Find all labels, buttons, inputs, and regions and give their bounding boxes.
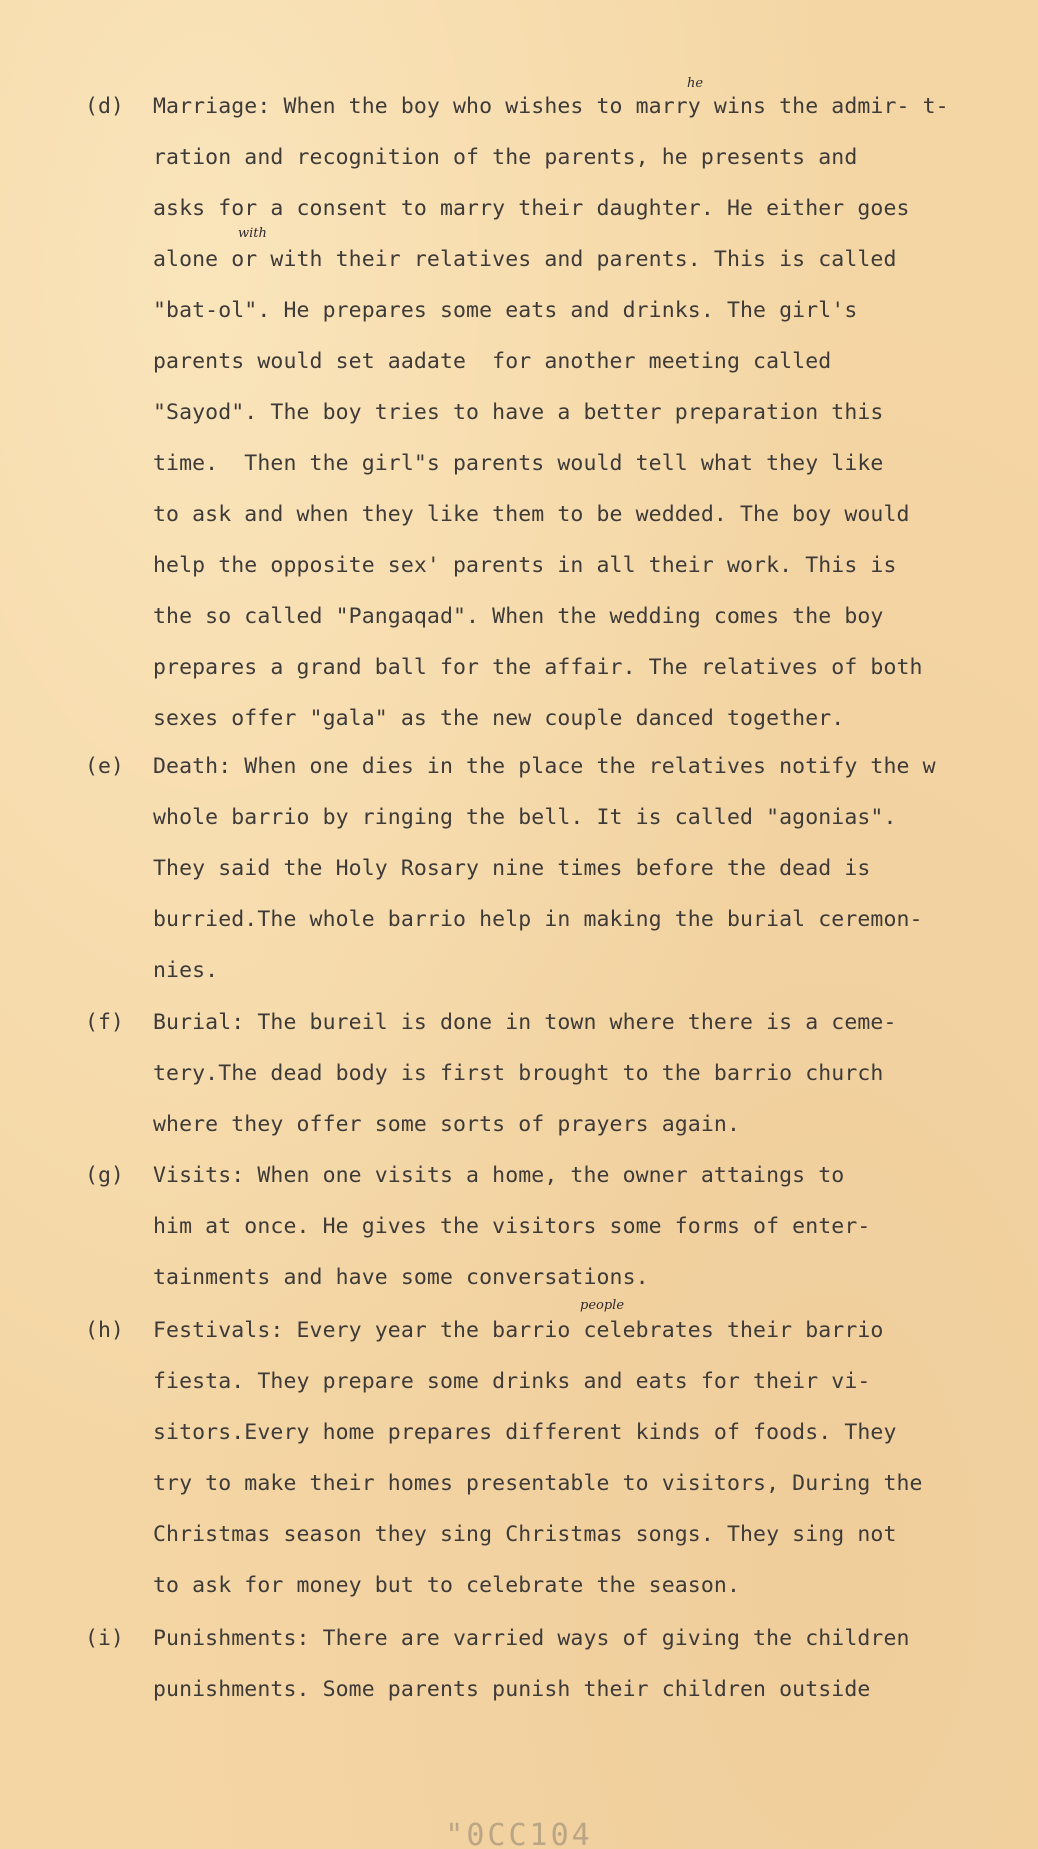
text-line: Marriage: When the boy who wishes to marry wins the admir- t- (153, 94, 949, 119)
text-line: Punishments: There are varried ways of giving the children (153, 1626, 910, 1651)
page-number-stamp: "0CC104 (445, 1818, 593, 1849)
text-line: Visits: When one visits a home, the owner attaings to (153, 1163, 845, 1188)
text-line: whole barrio by ringing the bell. It is called "agonias". (153, 805, 897, 830)
text-line: alone or with their relatives and parents. This is called (153, 247, 897, 272)
text-line: nies. (153, 958, 219, 983)
section-marker: (f) (85, 1010, 124, 1035)
section-body (153, 1305, 1033, 1611)
text-line: punishments. Some parents punish their children outside (153, 1677, 871, 1702)
text-line: asks for a consent to marry their daughter. He either goes (153, 196, 910, 221)
text-line: where they offer some sorts of prayers again. (153, 1112, 740, 1137)
section-body (153, 81, 1033, 744)
section-body (153, 1613, 1033, 1715)
text-line: prepares a grand ball for the affair. The relatives of both (153, 655, 923, 680)
section-body (153, 1150, 1033, 1303)
text-line: burried.The whole barrio help in making the burial ceremon- (153, 907, 923, 932)
section-marker: (d) (85, 94, 124, 119)
section-marker: (e) (85, 754, 124, 779)
text-line: to ask and when they like them to be wedded. The boy would (153, 502, 910, 527)
text-line: "bat-ol". He prepares some eats and drinks. The girl's (153, 298, 858, 323)
text-line: time. Then the girl"s parents would tell what they like (153, 451, 884, 476)
text-line: Burial: The bureil is done in town where there is a ceme- (153, 1010, 897, 1035)
section-body (153, 741, 1033, 996)
text-line: tainments and have some conversations. (153, 1265, 649, 1290)
text-line: help the opposite sex' parents in all their work. This is (153, 553, 897, 578)
text-line: sitors.Every home prepares different kinds of foods. They (153, 1420, 897, 1445)
text-line: the so called "Pangaqad". When the wedding comes the boy (153, 604, 884, 629)
text-line: Death: When one dies in the place the relatives notify the w (153, 754, 936, 779)
section-marker: (g) (85, 1163, 124, 1188)
section-body (153, 997, 1033, 1150)
text-line: Festivals: Every year the barrio celebrates their barrio (153, 1318, 884, 1343)
text-line: Christmas season they sing Christmas songs. They sing not (153, 1522, 897, 1547)
section-marker: (i) (85, 1626, 124, 1651)
text-line: sexes offer "gala" as the new couple danced together. (153, 706, 845, 731)
handwritten-insert: he (687, 76, 704, 91)
text-line: "Sayod". The boy tries to have a better preparation this (153, 400, 884, 425)
text-line: to ask for money but to celebrate the season. (153, 1573, 740, 1598)
text-line: ration and recognition of the parents, he presents and (153, 145, 858, 170)
text-line: parents would set aadate for another meeting called (153, 349, 832, 374)
handwritten-insert: with (238, 226, 267, 241)
text-line: tery.The dead body is first brought to the barrio church (153, 1061, 884, 1086)
text-line: try to make their homes presentable to visitors, During the (153, 1471, 923, 1496)
text-line: fiesta. They prepare some drinks and eats for their vi- (153, 1369, 871, 1394)
handwritten-insert: people (580, 1298, 625, 1313)
text-line: They said the Holy Rosary nine times before the dead is (153, 856, 871, 881)
section-marker: (h) (85, 1318, 124, 1343)
text-line: him at once. He gives the visitors some forms of enter- (153, 1214, 871, 1239)
